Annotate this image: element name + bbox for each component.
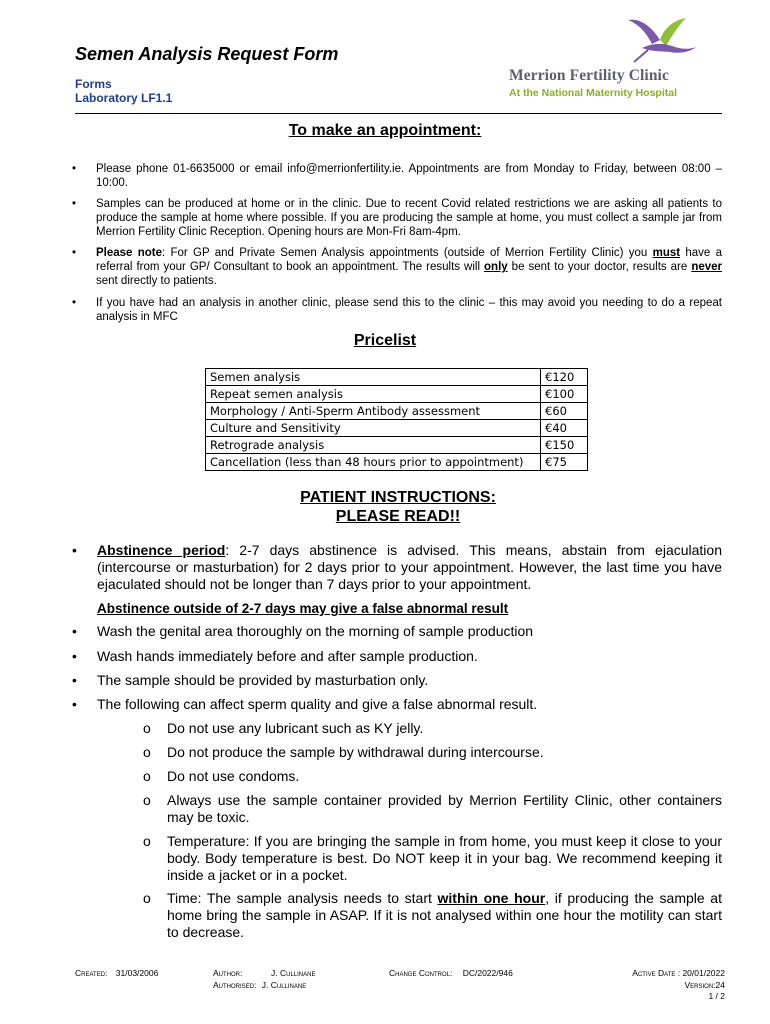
bullet-icon: • (72, 247, 77, 259)
abstinence-text (97, 542, 722, 593)
footer-authorised (213, 980, 306, 990)
footer-label: Created: (75, 968, 108, 978)
circle-bullet-icon: o (143, 720, 151, 736)
heading-line: PLEASE READ!! (335, 508, 461, 525)
header-divider (75, 113, 722, 114)
time-emphasis: within one hour (437, 890, 546, 906)
footer-page-number: 1 / 2 (708, 991, 725, 1001)
price-value: €75 (541, 454, 588, 471)
sub-item-text: Do not use condoms. (167, 768, 300, 784)
bullet-icon: • (72, 696, 77, 712)
footer-value: 31/03/2006 (115, 968, 159, 978)
instruction-text: The sample should be provided by masturbation only. (97, 672, 429, 688)
footer-label: Change Control: (389, 968, 453, 978)
table-row (206, 369, 588, 386)
sub-item-text: Do not use any lubricant such as KY jelly. (167, 720, 424, 736)
sub-item-text: Temperature: If you are bringing the sample in from home, you must keep it close to your body. Body temperature is best. Do NOT keep it in your bag. We recommend keeping it inside a jacket or in a pocket. (167, 833, 722, 883)
forms-label: Forms (75, 77, 112, 91)
circle-bullet-icon: o (143, 890, 151, 906)
footer-version: Version:24 (684, 980, 725, 990)
footer-value: J. Cullinane (271, 968, 316, 978)
price-value: €150 (541, 437, 588, 454)
table-row (206, 403, 588, 420)
instruction-text: Wash hands immediately before and after sample production. (97, 648, 478, 664)
table-row (206, 437, 588, 454)
table-row (206, 454, 588, 471)
time-part: , if producing the sample at home bring the sample in ASAP. If it is not analysed within one hour the motility can start to decrease. (167, 890, 722, 940)
circle-bullet-icon: o (143, 768, 151, 784)
price-item: Semen analysis (206, 369, 541, 386)
pricelist-table (205, 368, 588, 471)
footer-change-control (389, 968, 513, 978)
appointment-note-text (96, 246, 722, 288)
abstinence-body: : 2-7 days abstinence is advised. This means, abstain from ejaculation (intercourse or masturbation) for 2 days prior to your appointment. However, the last time you have ejaculated should not be longer than 7 days prior to your appointment. (97, 542, 722, 592)
price-item: Retrograde analysis (206, 437, 541, 454)
patient-instructions-heading (0, 488, 770, 526)
footer-created (75, 968, 158, 978)
sub-item-text: Do not produce the sample by withdrawal during intercourse. (167, 744, 544, 760)
footer-active-date: Active Date : 20/01/2022 (632, 968, 725, 978)
price-value: €40 (541, 420, 588, 437)
table-row (206, 420, 588, 437)
abstinence-warning: Abstinence outside of 2-7 days may give a false abnormal result (97, 601, 509, 616)
note-lead: Please note (96, 247, 163, 259)
bullet-icon: • (72, 163, 77, 175)
price-value: €120 (541, 369, 588, 386)
bullet-icon: • (72, 672, 77, 688)
footer-value: DC/2022/946 (462, 968, 513, 978)
bullet-icon: • (72, 297, 77, 309)
footer-label: Author: (213, 968, 243, 978)
appointment-contact-text: Please phone 01-6635000 or email info@merrionfertility.ie. Appointments are from Monday to Friday, between 08:00 – 10:00. (96, 163, 722, 189)
price-item: Repeat semen analysis (206, 386, 541, 403)
clinic-subtitle: At the National Maternity Hospital (509, 87, 678, 99)
appointment-list (72, 162, 722, 332)
circle-bullet-icon: o (143, 744, 151, 760)
pricelist-heading: Pricelist (353, 332, 417, 349)
footer-label: Authorised: (213, 980, 257, 990)
note-part: : For GP and Private Semen Analysis appointments (outside of Merrion Fertility Clinic) you (162, 247, 653, 259)
footer-author (213, 968, 316, 978)
circle-bullet-icon: o (143, 833, 151, 849)
price-value: €60 (541, 403, 588, 420)
bullet-icon: • (72, 542, 77, 558)
circle-bullet-icon: o (143, 792, 151, 808)
price-item: Morphology / Anti-Sperm Antibody assessment (206, 403, 541, 420)
note-emphasis: never (691, 261, 722, 273)
footer-value: J. Cullinane (261, 980, 307, 990)
appointment-other-clinic-text: If you have had an analysis in another clinic, please send this to the clinic – this may avoid you needing to do a repeat analysis in MFC (96, 297, 722, 323)
sub-item-text: Always use the sample container provided by Merrion Fertility Clinic, other containers may be toxic. (167, 792, 722, 825)
note-emphasis: must (652, 247, 681, 259)
price-item: Culture and Sensitivity (206, 420, 541, 437)
heron-bird-logo-icon (620, 14, 700, 66)
instruction-text: Wash the genital area thoroughly on the morning of sample production (97, 623, 534, 639)
heading-line: PATIENT INSTRUCTIONS: (300, 489, 496, 506)
price-value: €100 (541, 386, 588, 403)
instruction-text: The following can affect sperm quality and give a false abnormal result. (97, 696, 538, 712)
appointment-samples-text: Samples can be produced at home or in the clinic. Due to recent Covid related restrictions we are asking all patients to produce the sample at home where possible. If you are producing the sample at home, you must collect a sample jar from Merrion Fertility Clinic Reception. Opening hours are Mon-Fri 8am-4pm. (96, 198, 722, 238)
note-part: have a referral from your GP/ Consultant to book an appointment. The results will (96, 247, 722, 273)
clinic-name: Merrion Fertility Clinic (509, 67, 669, 84)
abstinence-lead: Abstinence period (97, 542, 226, 558)
note-part: be sent to your doctor, results are (507, 261, 692, 273)
bullet-icon: • (72, 623, 77, 639)
table-row (206, 386, 588, 403)
time-part: Time: The sample analysis needs to start (167, 890, 438, 906)
patient-instructions-list (72, 542, 722, 722)
laboratory-code: Laboratory LF1.1 (75, 91, 173, 105)
price-item: Cancellation (less than 48 hours prior to appointment) (206, 454, 541, 471)
note-part: sent directly to patients. (96, 275, 217, 287)
form-title: Semen Analysis Request Form (75, 44, 339, 64)
note-emphasis: only (484, 261, 508, 273)
bullet-icon: • (72, 648, 77, 664)
bullet-icon: • (72, 198, 77, 210)
sub-item-text (167, 890, 722, 941)
appointment-heading: To make an appointment: (288, 122, 482, 139)
